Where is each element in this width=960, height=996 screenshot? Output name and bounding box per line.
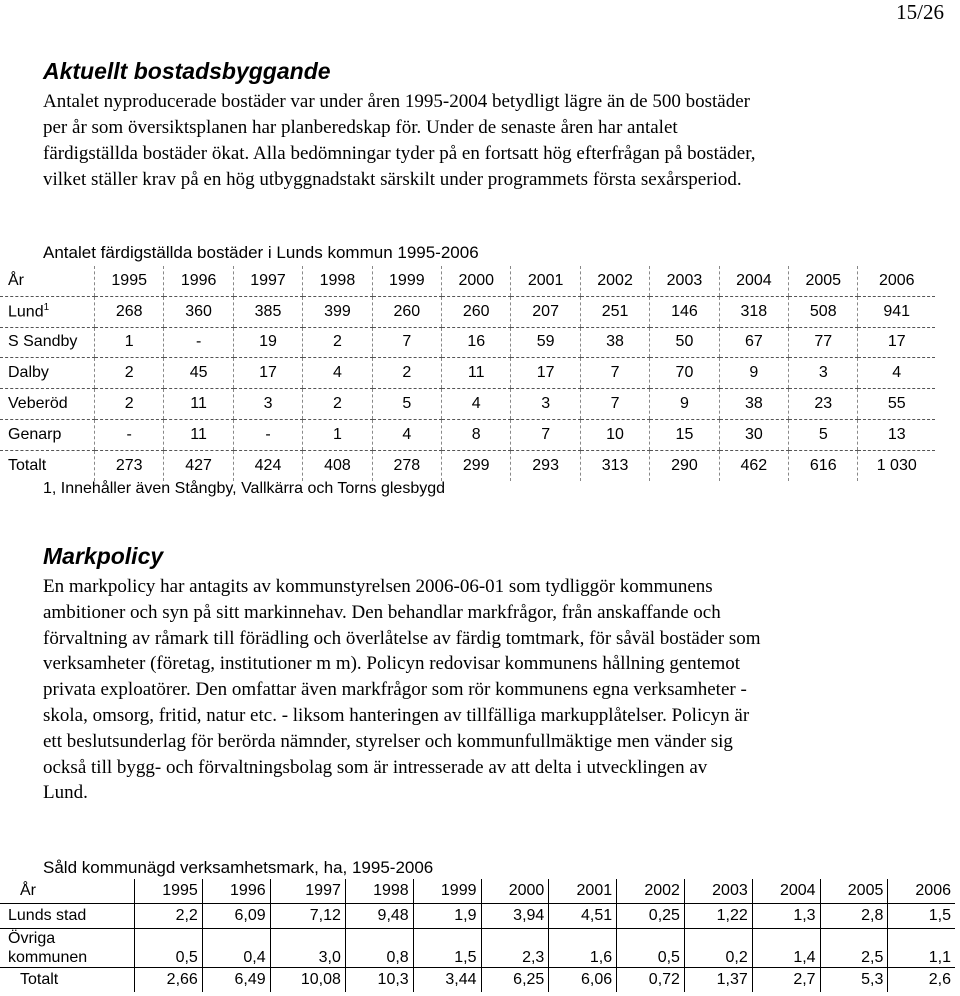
paragraph-line: förvaltning av råmark till förädling och överlåtelse av färdig tomtmark, för såväl bostäder som <box>43 627 761 649</box>
header-year: 2006 <box>888 879 955 904</box>
table-cell: 77 <box>789 327 858 358</box>
table-cell: 6,09 <box>202 904 270 929</box>
table-cell: 2 <box>95 358 164 389</box>
section-heading-bostadsbyggande: Aktuellt bostadsbyggande <box>43 58 331 84</box>
table-cell: 278 <box>372 450 441 480</box>
header-year: 1995 <box>95 266 164 296</box>
table-cell: 360 <box>164 296 233 327</box>
table-cell: 2,5 <box>820 929 888 968</box>
table-header-row <box>0 879 955 904</box>
row-label-text: Totalt <box>8 456 47 474</box>
row-label <box>0 327 95 358</box>
page-number: 15/26 <box>896 0 944 24</box>
table-cell: 7 <box>511 419 580 450</box>
table-row <box>0 358 935 389</box>
table-cell: 260 <box>442 296 511 327</box>
table-cell: 2 <box>372 358 441 389</box>
header-year: 2001 <box>549 879 617 904</box>
table-cell: 7 <box>580 358 649 389</box>
table-cell: 17 <box>233 358 302 389</box>
paragraph-line: verksamheter (företag, institutioner m m). Policyn redovisar kommunens hållning gentemot <box>43 653 741 675</box>
table-cell: 2,6 <box>888 968 955 993</box>
table-cell: 508 <box>789 296 858 327</box>
row-label-text: Lund <box>8 303 44 321</box>
header-year: 1998 <box>345 879 413 904</box>
row-label <box>0 968 135 993</box>
table-cell: 30 <box>719 419 788 450</box>
table-row <box>0 327 935 358</box>
table-cell: 70 <box>650 358 719 389</box>
table-cell: 6,06 <box>549 968 617 993</box>
table-cell: 462 <box>719 450 788 480</box>
table-cell: 5 <box>789 419 858 450</box>
paragraph-line: ett beslutsunderlag för berörda nämnder, styrelser och kommunfullmäktige men vänder sig <box>43 730 733 752</box>
table-cell: 385 <box>233 296 302 327</box>
paragraph-line: vilket ställer krav på en hög utbyggnadstakt särskilt under programmets första sexårsperiod. <box>43 169 742 190</box>
table-row <box>0 904 955 929</box>
table-cell: 268 <box>95 296 164 327</box>
table-cell: 10,08 <box>270 968 345 993</box>
table-cell: - <box>95 419 164 450</box>
table-cell: 408 <box>303 450 372 480</box>
table-cell: 11 <box>442 358 511 389</box>
table-cell: 4 <box>303 358 372 389</box>
table-cell: 3 <box>233 389 302 420</box>
header-year: 2002 <box>580 266 649 296</box>
row-label-text: Övriga <box>8 930 56 947</box>
table1-footnote: 1, Innehåller även Stångby, Vallkärra och Torns glesbygd <box>43 480 446 497</box>
table-row <box>0 450 935 480</box>
table-cell: 1,5 <box>888 904 955 929</box>
table-cell: 11 <box>164 419 233 450</box>
table-cell: 2 <box>303 389 372 420</box>
table-cell: 1,9 <box>413 904 481 929</box>
header-year: 1998 <box>303 266 372 296</box>
table-cell: 9 <box>650 389 719 420</box>
table-cell: 616 <box>789 450 858 480</box>
paragraph-line: skola, omsorg, fritid, natur etc. - liksom hanteringen av tillfälliga markupplåtelser. Policyn är <box>43 704 750 726</box>
paragraph-line: per år som översiktsplanen har planberedskap för. Under de senaste åren har antalet <box>43 117 678 138</box>
table-cell: 17 <box>511 358 580 389</box>
paragraph-line: också till bygg- och förvaltningsbolag som är intresserade av att delta i utvecklingen av <box>43 756 708 778</box>
table-row <box>0 968 955 993</box>
table-cell: 3,44 <box>413 968 481 993</box>
table-cell: 1,1 <box>888 929 955 968</box>
table-cell: 4,51 <box>549 904 617 929</box>
table-cell: 399 <box>303 296 372 327</box>
table-cell: 251 <box>580 296 649 327</box>
table-cell: 3,0 <box>270 929 345 968</box>
paragraph-line: ambitioner och syn på sitt markinnehav. Den behandlar markfrågor, från anskaffande och <box>43 601 721 623</box>
row-label <box>0 296 95 327</box>
table-row <box>0 419 935 450</box>
table-cell: 6,25 <box>481 968 549 993</box>
table-cell: 15 <box>650 419 719 450</box>
table-cell: 7,12 <box>270 904 345 929</box>
table-cell: 55 <box>858 389 935 420</box>
table-cell: 23 <box>789 389 858 420</box>
table2-caption: Såld kommunägd verksamhetsmark, ha, 1995-2006 <box>43 858 434 877</box>
table-cell: 5 <box>372 389 441 420</box>
table-cell: 0,5 <box>135 929 203 968</box>
table-cell: 1,5 <box>413 929 481 968</box>
housing-table <box>0 266 935 481</box>
header-year: 2000 <box>442 266 511 296</box>
row-label <box>0 389 95 420</box>
header-year: 1996 <box>164 266 233 296</box>
table-cell: 50 <box>650 327 719 358</box>
table-cell: 0,8 <box>345 929 413 968</box>
table-cell: 59 <box>511 327 580 358</box>
table-cell: 17 <box>858 327 935 358</box>
table-cell: 1 <box>303 419 372 450</box>
table-cell: 10,3 <box>345 968 413 993</box>
paragraph-line: färdigställda bostäder ökat. Alla bedömningar tyder på en fortsatt hög efterfrågan på bostäder, <box>43 143 756 164</box>
header-year: 2004 <box>719 266 788 296</box>
table-cell: 9,48 <box>345 904 413 929</box>
table-cell: 2,2 <box>135 904 203 929</box>
header-year: 1997 <box>270 879 345 904</box>
table-cell: 4 <box>372 419 441 450</box>
row-label <box>0 419 95 450</box>
table-cell: 45 <box>164 358 233 389</box>
header-label: År <box>0 266 95 296</box>
table-cell: 318 <box>719 296 788 327</box>
table-cell: 4 <box>442 389 511 420</box>
row-label-text: Totalt <box>20 971 59 988</box>
row-label-text: Veberöd <box>8 395 68 413</box>
table-cell: 9 <box>719 358 788 389</box>
header-year: 1999 <box>413 879 481 904</box>
header-year: 2005 <box>820 879 888 904</box>
table-cell: 313 <box>580 450 649 480</box>
table-cell: 273 <box>95 450 164 480</box>
markpolicy-paragraph <box>43 574 761 806</box>
header-label: År <box>0 879 135 904</box>
table-cell: 1,3 <box>752 904 820 929</box>
table-cell: 2 <box>95 389 164 420</box>
table-cell: 11 <box>164 389 233 420</box>
table-cell: 1 030 <box>858 450 935 480</box>
table-cell: 427 <box>164 450 233 480</box>
table-cell: 1,4 <box>752 929 820 968</box>
table-cell: 4 <box>858 358 935 389</box>
table-cell: 3,94 <box>481 904 549 929</box>
footnote-marker: 1 <box>43 302 50 314</box>
table-cell: 8 <box>442 419 511 450</box>
table-row <box>0 296 935 327</box>
row-label-text: Lunds stad <box>8 907 87 924</box>
table-cell: 290 <box>650 450 719 480</box>
table-cell: 5,3 <box>820 968 888 993</box>
table-cell: 1,6 <box>549 929 617 968</box>
header-year: 2003 <box>650 266 719 296</box>
row-label-text: Dalby <box>8 364 49 382</box>
table-cell: 7 <box>372 327 441 358</box>
table-cell: 2,8 <box>820 904 888 929</box>
table-cell: 7 <box>580 389 649 420</box>
table-cell: 0,2 <box>684 929 752 968</box>
table1-caption: Antalet färdigställda bostäder i Lunds kommun 1995-2006 <box>43 243 479 262</box>
table-cell: 299 <box>442 450 511 480</box>
table-cell: - <box>164 327 233 358</box>
section-heading-markpolicy: Markpolicy <box>43 543 164 569</box>
row-label-text: Genarp <box>8 425 62 443</box>
table-cell: 38 <box>580 327 649 358</box>
row-label <box>0 929 135 968</box>
paragraph-line: Lund. <box>43 782 88 804</box>
table-cell: 1,37 <box>684 968 752 993</box>
table-cell: 941 <box>858 296 935 327</box>
paragraph-line: En markpolicy har antagits av kommunstyrelsen 2006-06-01 som tydliggör kommunens <box>43 576 713 597</box>
row-label <box>0 904 135 929</box>
header-year: 2002 <box>617 879 685 904</box>
table-cell: 10 <box>580 419 649 450</box>
table-cell: 260 <box>372 296 441 327</box>
header-year: 2000 <box>481 879 549 904</box>
table-cell: 293 <box>511 450 580 480</box>
header-year: 2004 <box>752 879 820 904</box>
table-cell: 3 <box>511 389 580 420</box>
table-cell: 19 <box>233 327 302 358</box>
table-header-row <box>0 266 935 296</box>
table-cell: 1 <box>95 327 164 358</box>
table-cell: 67 <box>719 327 788 358</box>
table-row <box>0 929 955 968</box>
table-cell: 3 <box>789 358 858 389</box>
header-year: 2006 <box>858 266 935 296</box>
table-cell: 2 <box>303 327 372 358</box>
table-cell: 146 <box>650 296 719 327</box>
paragraph-line: Antalet nyproducerade bostäder var under åren 1995-2004 betydligt lägre än de 500 bostäder <box>43 91 750 112</box>
table-cell: 38 <box>719 389 788 420</box>
header-year: 1996 <box>202 879 270 904</box>
table-cell: 6,49 <box>202 968 270 993</box>
header-year: 1995 <box>135 879 203 904</box>
land-sales-table <box>0 879 955 992</box>
table-cell: - <box>233 419 302 450</box>
table-cell: 1,22 <box>684 904 752 929</box>
row-label-text-line2: kommunen <box>8 949 88 966</box>
header-year: 2005 <box>789 266 858 296</box>
header-year: 2001 <box>511 266 580 296</box>
row-label <box>0 450 95 480</box>
table-cell: 16 <box>442 327 511 358</box>
row-label <box>0 358 95 389</box>
table-row <box>0 389 935 420</box>
table-cell: 2,66 <box>135 968 203 993</box>
table-cell: 424 <box>233 450 302 480</box>
table-cell: 0,4 <box>202 929 270 968</box>
row-label-text: S Sandby <box>8 333 78 351</box>
header-year: 1999 <box>372 266 441 296</box>
intro-paragraph <box>43 89 923 193</box>
table-cell: 13 <box>858 419 935 450</box>
paragraph-line: privata exploatörer. Den omfattar även markfrågor som rör kommunens egna verksamheter - <box>43 679 747 701</box>
table-cell: 0,72 <box>617 968 685 993</box>
table-cell: 2,3 <box>481 929 549 968</box>
table-cell: 0,5 <box>617 929 685 968</box>
header-year: 1997 <box>233 266 302 296</box>
table-cell: 2,7 <box>752 968 820 993</box>
table-cell: 0,25 <box>617 904 685 929</box>
header-year: 2003 <box>684 879 752 904</box>
table-cell: 207 <box>511 296 580 327</box>
